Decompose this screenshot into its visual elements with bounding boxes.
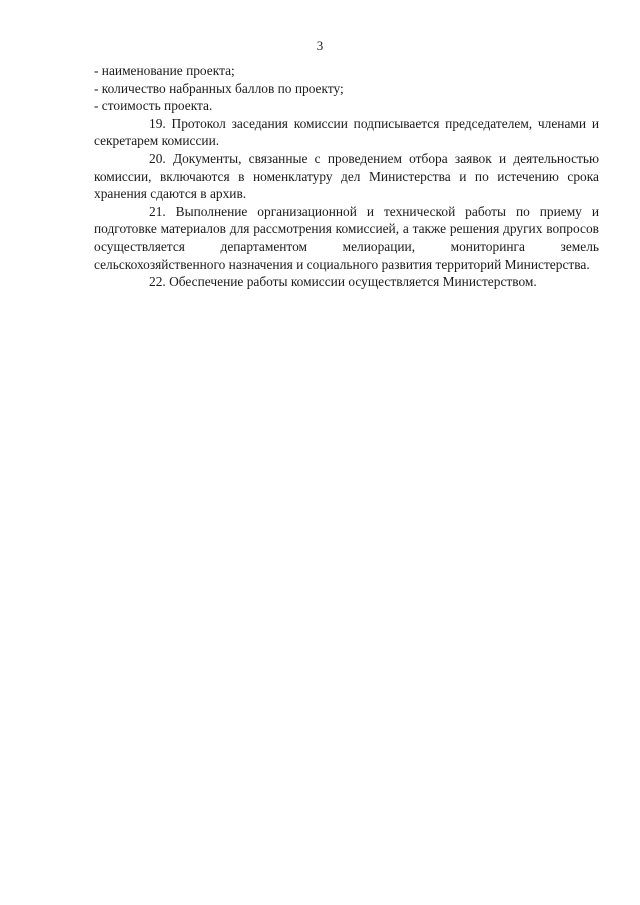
list-item: - наименование проекта; [94, 63, 235, 78]
document-body [94, 62, 599, 291]
paragraph-20: 20. Документы, связанные с проведением отбора заявок и деятельностью комиссии, включаются в номенклатуру дел Министерства и по истечению срока хранения сдаются в архив. [94, 150, 599, 202]
paragraph-19: 19. Протокол заседания комиссии подписывается председателем, членами и секретарем комиссии. [94, 115, 599, 149]
page-number: 3 [316, 38, 324, 53]
paragraph-21: 21. Выполнение организационной и технической работы по приему и подготовке материалов для рассмотрения комиссией, а также решения других вопросов осуществляется департаментом мелиорации, мониторинга земель сельскохозяйственного назначения и социального развития территорий Министерства. [94, 203, 599, 272]
list-item: - количество набранных баллов по проекту; [94, 80, 344, 96]
list-item: - стоимость проекта. [94, 98, 213, 114]
paragraph-22: 22. Обеспечение работы комиссии осуществляется Министерством. [149, 274, 537, 290]
